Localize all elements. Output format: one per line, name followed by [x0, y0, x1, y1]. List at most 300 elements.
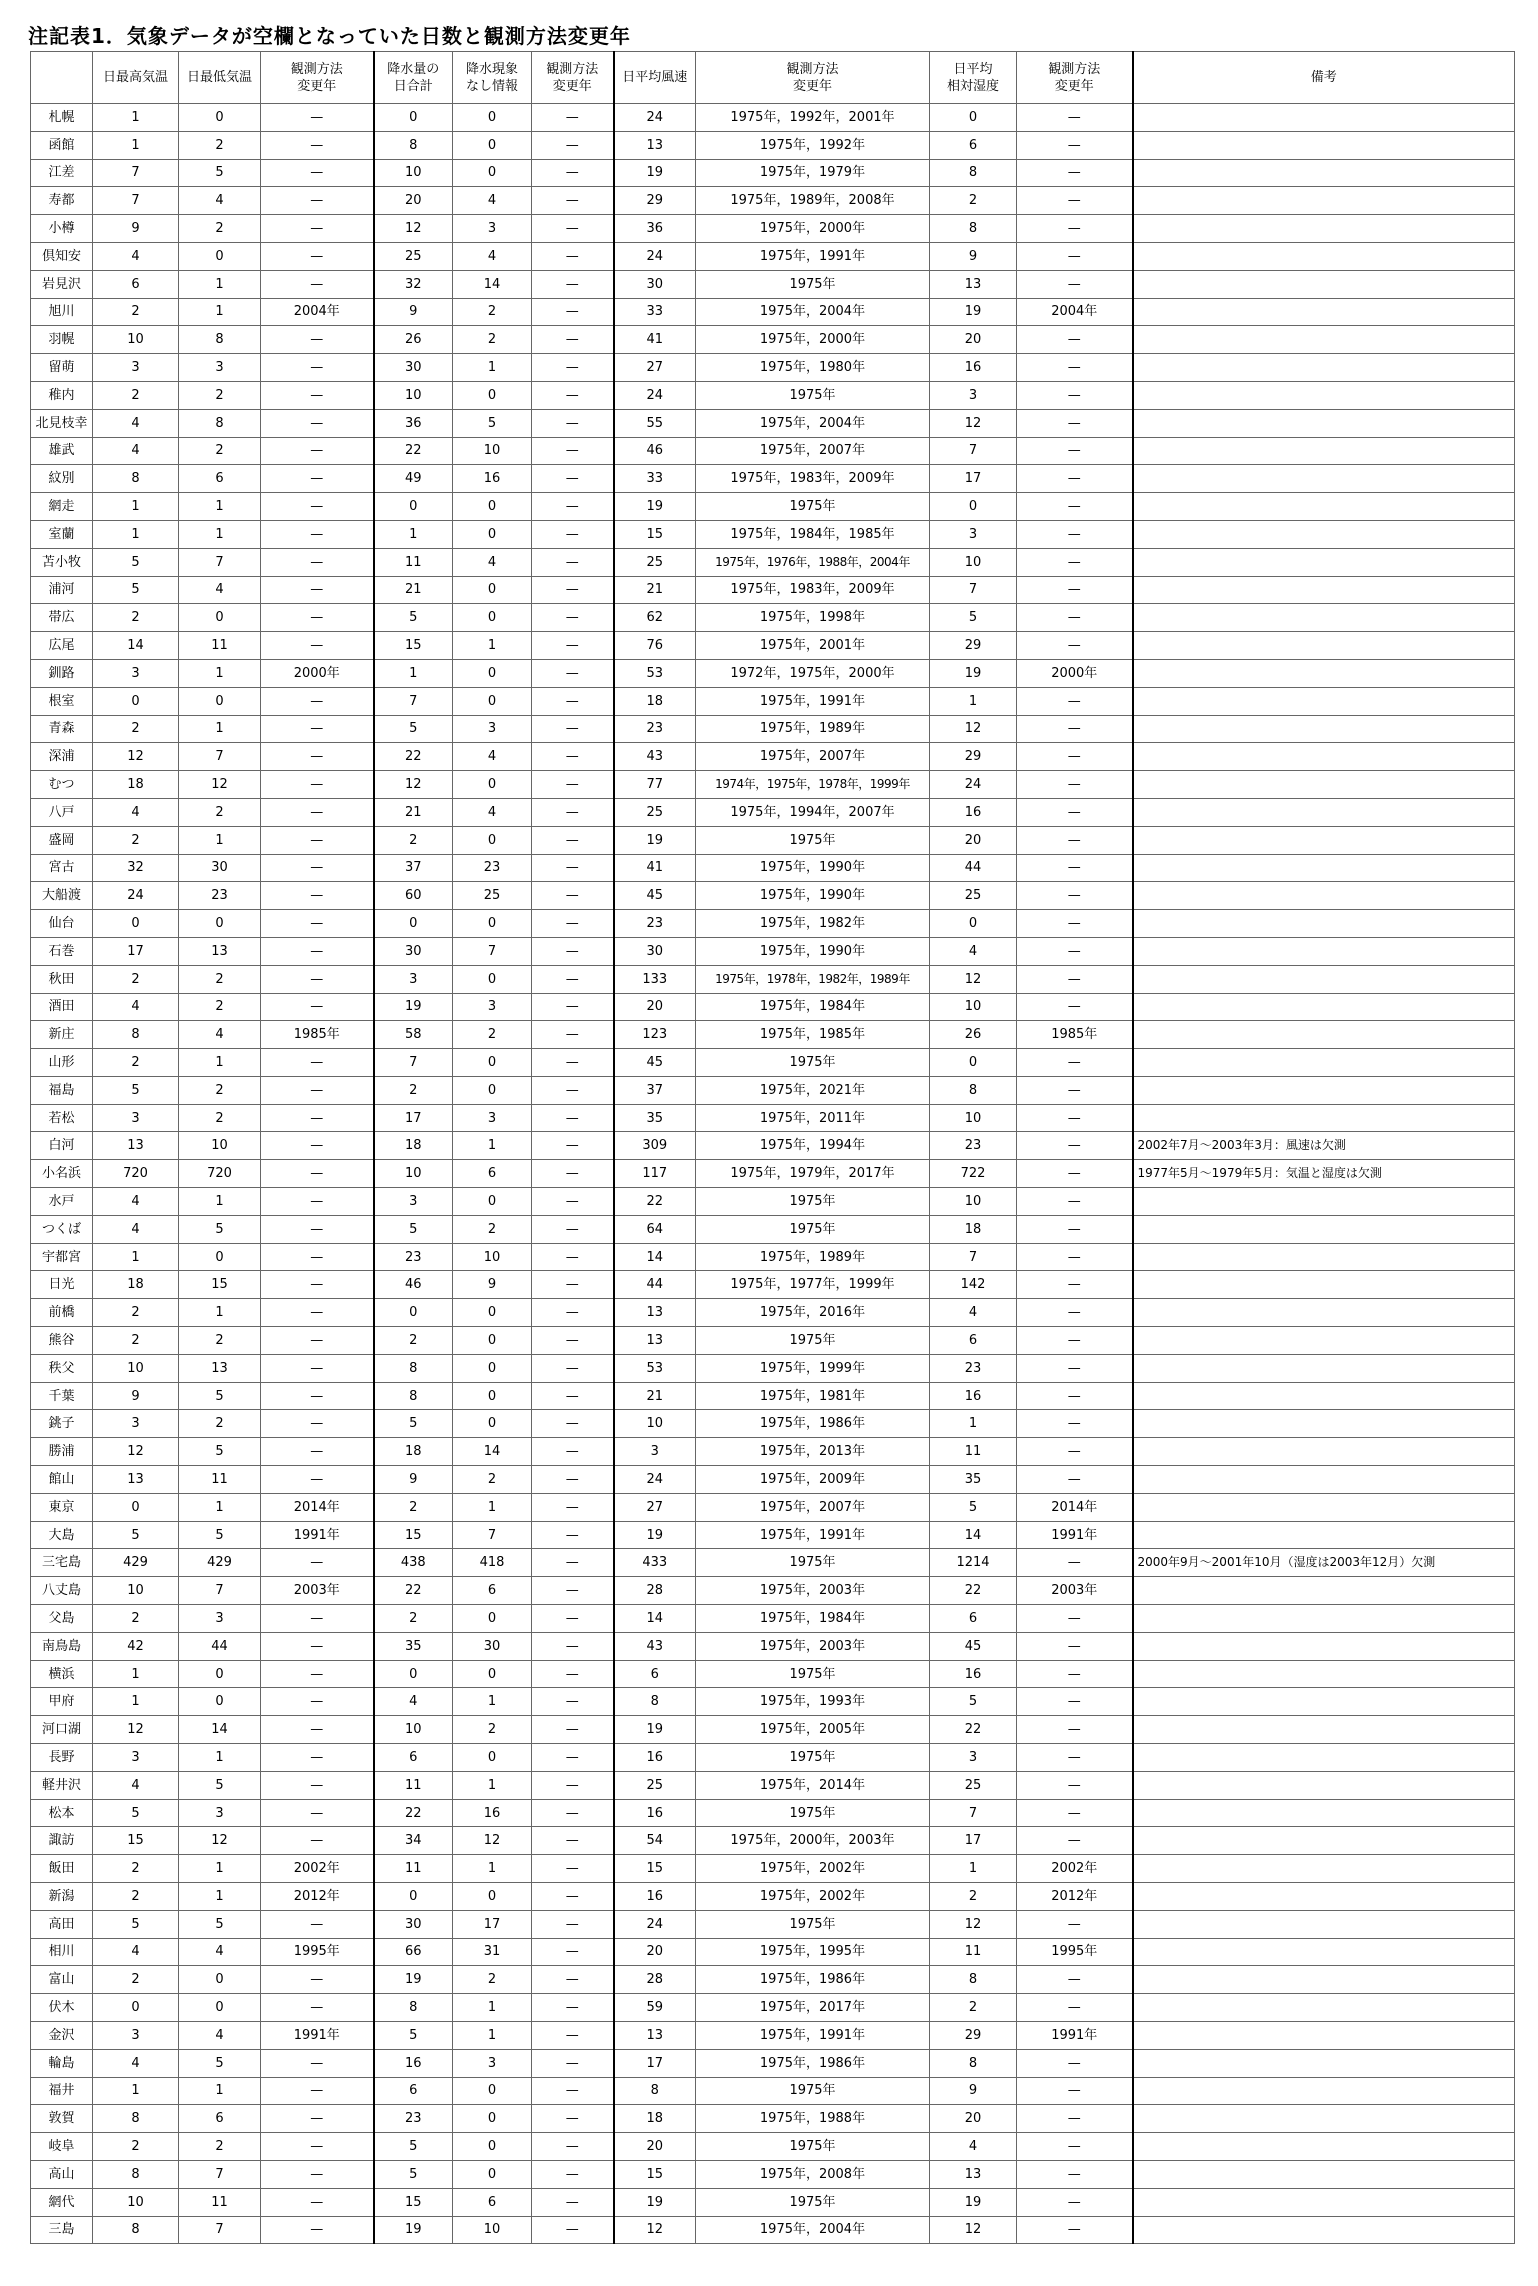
- cell-no-precip-info: 5: [453, 409, 532, 437]
- cell-precip-total: 2: [374, 1605, 453, 1633]
- cell-no-precip-info: 0: [453, 2077, 532, 2105]
- cell-precip-method-year: —: [532, 965, 614, 993]
- cell-max-temp: 0: [93, 1994, 179, 2022]
- table-row: [31, 659, 1515, 687]
- cell-min-temp: 6: [179, 465, 261, 493]
- cell-wind-speed: 46: [614, 437, 696, 465]
- cell-precip-total: 438: [374, 1549, 453, 1577]
- cell-station: 旭川: [31, 298, 93, 326]
- cell-wind-speed: 13: [614, 2021, 696, 2049]
- cell-humidity: 25: [930, 1771, 1017, 1799]
- cell-wind-speed: 64: [614, 1215, 696, 1243]
- cell-precip-total: 30: [374, 1910, 453, 1938]
- cell-humidity-method-year: —: [1017, 1632, 1133, 1660]
- cell-precip-method-year: —: [532, 520, 614, 548]
- cell-precip-total: 7: [374, 1049, 453, 1077]
- cell-station: 倶知安: [31, 242, 93, 270]
- cell-remarks: [1133, 437, 1515, 465]
- header-remarks: 備考: [1133, 52, 1515, 104]
- cell-precip-total: 8: [374, 1994, 453, 2022]
- cell-max-temp: 2: [93, 1299, 179, 1327]
- table-row: [31, 965, 1515, 993]
- cell-temp-method-year: —: [261, 465, 374, 493]
- cell-station: 根室: [31, 687, 93, 715]
- cell-wind-speed: 133: [614, 965, 696, 993]
- cell-remarks: [1133, 1466, 1515, 1494]
- cell-max-temp: 1: [93, 2077, 179, 2105]
- cell-remarks: [1133, 826, 1515, 854]
- cell-no-precip-info: 16: [453, 1799, 532, 1827]
- cell-min-temp: 0: [179, 1688, 261, 1716]
- cell-temp-method-year: —: [261, 1354, 374, 1382]
- cell-remarks: [1133, 465, 1515, 493]
- table-row: [31, 2133, 1515, 2161]
- table-row: [31, 1466, 1515, 1494]
- cell-temp-method-year: —: [261, 826, 374, 854]
- cell-humidity-method-year: —: [1017, 687, 1133, 715]
- cell-max-temp: 720: [93, 1160, 179, 1188]
- cell-min-temp: 0: [179, 104, 261, 132]
- cell-temp-method-year: —: [261, 1466, 374, 1494]
- cell-min-temp: 8: [179, 326, 261, 354]
- cell-humidity-method-year: —: [1017, 2133, 1133, 2161]
- cell-precip-total: 58: [374, 1021, 453, 1049]
- cell-wind-speed: 23: [614, 910, 696, 938]
- cell-precip-method-year: —: [532, 2160, 614, 2188]
- cell-wind-method-year: 1975年: [696, 381, 930, 409]
- cell-precip-total: 21: [374, 576, 453, 604]
- cell-humidity-method-year: —: [1017, 965, 1133, 993]
- cell-no-precip-info: 17: [453, 1910, 532, 1938]
- cell-temp-method-year: —: [261, 910, 374, 938]
- cell-wind-speed: 309: [614, 1132, 696, 1160]
- cell-humidity-method-year: 1985年: [1017, 1021, 1133, 1049]
- cell-precip-method-year: —: [532, 2049, 614, 2077]
- cell-wind-speed: 16: [614, 1744, 696, 1772]
- cell-wind-speed: 43: [614, 743, 696, 771]
- cell-precip-total: 22: [374, 1799, 453, 1827]
- cell-precip-method-year: —: [532, 131, 614, 159]
- cell-precip-method-year: —: [532, 2216, 614, 2244]
- cell-remarks: [1133, 576, 1515, 604]
- cell-temp-method-year: 1991年: [261, 1521, 374, 1549]
- cell-no-precip-info: 1: [453, 1771, 532, 1799]
- cell-humidity: 7: [930, 1243, 1017, 1271]
- table-row: [31, 798, 1515, 826]
- cell-precip-total: 6: [374, 2077, 453, 2105]
- cell-precip-method-year: —: [532, 826, 614, 854]
- table-row: [31, 687, 1515, 715]
- cell-temp-method-year: —: [261, 104, 374, 132]
- cell-precip-total: 20: [374, 187, 453, 215]
- cell-max-temp: 3: [93, 1104, 179, 1132]
- cell-precip-method-year: —: [532, 771, 614, 799]
- cell-precip-total: 34: [374, 1827, 453, 1855]
- cell-max-temp: 42: [93, 1632, 179, 1660]
- cell-temp-method-year: —: [261, 1605, 374, 1633]
- cell-no-precip-info: 6: [453, 1160, 532, 1188]
- cell-wind-speed: 16: [614, 1799, 696, 1827]
- cell-wind-method-year: 1975年: [696, 1910, 930, 1938]
- cell-remarks: [1133, 2105, 1515, 2133]
- cell-temp-method-year: —: [261, 1382, 374, 1410]
- cell-humidity-method-year: —: [1017, 437, 1133, 465]
- cell-station: 宮古: [31, 854, 93, 882]
- cell-remarks: [1133, 632, 1515, 660]
- cell-station: 八丈島: [31, 1577, 93, 1605]
- cell-max-temp: 8: [93, 1021, 179, 1049]
- cell-humidity-method-year: 2012年: [1017, 1883, 1133, 1911]
- table-row: [31, 548, 1515, 576]
- cell-min-temp: 12: [179, 771, 261, 799]
- cell-temp-method-year: —: [261, 687, 374, 715]
- table-row: [31, 409, 1515, 437]
- cell-remarks: [1133, 854, 1515, 882]
- cell-wind-speed: 19: [614, 493, 696, 521]
- cell-temp-method-year: —: [261, 520, 374, 548]
- cell-max-temp: 1: [93, 520, 179, 548]
- cell-humidity: 17: [930, 465, 1017, 493]
- cell-humidity: 16: [930, 354, 1017, 382]
- cell-humidity-method-year: —: [1017, 1299, 1133, 1327]
- cell-humidity: 0: [930, 1049, 1017, 1077]
- cell-temp-method-year: —: [261, 1243, 374, 1271]
- cell-min-temp: 2: [179, 381, 261, 409]
- cell-precip-total: 11: [374, 1771, 453, 1799]
- cell-wind-speed: 10: [614, 1410, 696, 1438]
- cell-no-precip-info: 0: [453, 1354, 532, 1382]
- cell-no-precip-info: 0: [453, 2105, 532, 2133]
- cell-temp-method-year: —: [261, 1966, 374, 1994]
- cell-wind-method-year: 1975年，2011年: [696, 1104, 930, 1132]
- cell-wind-method-year: 1975年，1990年: [696, 882, 930, 910]
- cell-min-temp: 23: [179, 882, 261, 910]
- cell-wind-speed: 12: [614, 2216, 696, 2244]
- cell-remarks: [1133, 1855, 1515, 1883]
- cell-wind-method-year: 1975年，1984年，1985年: [696, 520, 930, 548]
- cell-remarks: 2002年7月～2003年3月：風速は欠測: [1133, 1132, 1515, 1160]
- table-body: [31, 104, 1515, 2244]
- cell-wind-speed: 21: [614, 1382, 696, 1410]
- cell-no-precip-info: 0: [453, 576, 532, 604]
- cell-wind-method-year: 1975年，2014年: [696, 1771, 930, 1799]
- cell-max-temp: 5: [93, 576, 179, 604]
- table-row: [31, 1493, 1515, 1521]
- table-row: [31, 1354, 1515, 1382]
- cell-no-precip-info: 14: [453, 1438, 532, 1466]
- cell-humidity: 1: [930, 1410, 1017, 1438]
- cell-remarks: [1133, 604, 1515, 632]
- cell-no-precip-info: 2: [453, 1716, 532, 1744]
- cell-remarks: [1133, 104, 1515, 132]
- table-row: [31, 1632, 1515, 1660]
- cell-humidity-method-year: —: [1017, 743, 1133, 771]
- cell-humidity: 14: [930, 1521, 1017, 1549]
- cell-wind-speed: 3: [614, 1438, 696, 1466]
- cell-temp-method-year: —: [261, 1327, 374, 1355]
- table-row: [31, 2077, 1515, 2105]
- cell-station: 函館: [31, 131, 93, 159]
- cell-wind-method-year: 1975年，1986年: [696, 1410, 930, 1438]
- cell-humidity-method-year: 2002年: [1017, 1855, 1133, 1883]
- cell-humidity-method-year: —: [1017, 2049, 1133, 2077]
- cell-min-temp: 0: [179, 242, 261, 270]
- cell-humidity-method-year: —: [1017, 1327, 1133, 1355]
- cell-station: 河口湖: [31, 1716, 93, 1744]
- cell-wind-method-year: 1975年: [696, 1744, 930, 1772]
- cell-wind-speed: 53: [614, 1354, 696, 1382]
- cell-temp-method-year: —: [261, 1744, 374, 1772]
- cell-min-temp: 1: [179, 520, 261, 548]
- cell-wind-method-year: 1975年: [696, 1799, 930, 1827]
- table-row: [31, 1799, 1515, 1827]
- cell-wind-method-year: 1975年，1994年: [696, 1132, 930, 1160]
- cell-humidity: 3: [930, 1744, 1017, 1772]
- cell-temp-method-year: —: [261, 548, 374, 576]
- table-row: [31, 465, 1515, 493]
- table-row: [31, 854, 1515, 882]
- cell-max-temp: 2: [93, 715, 179, 743]
- cell-humidity-method-year: —: [1017, 910, 1133, 938]
- cell-no-precip-info: 6: [453, 1577, 532, 1605]
- cell-max-temp: 1: [93, 131, 179, 159]
- cell-humidity-method-year: —: [1017, 354, 1133, 382]
- cell-precip-method-year: —: [532, 1271, 614, 1299]
- cell-no-precip-info: 16: [453, 465, 532, 493]
- cell-station: 紋別: [31, 465, 93, 493]
- cell-remarks: [1133, 2188, 1515, 2216]
- cell-min-temp: 7: [179, 1577, 261, 1605]
- cell-wind-speed: 76: [614, 632, 696, 660]
- cell-max-temp: 1: [93, 104, 179, 132]
- cell-station: 室蘭: [31, 520, 93, 548]
- cell-min-temp: 7: [179, 548, 261, 576]
- cell-temp-method-year: —: [261, 1160, 374, 1188]
- cell-humidity: 0: [930, 104, 1017, 132]
- cell-remarks: [1133, 1994, 1515, 2022]
- cell-min-temp: 5: [179, 1771, 261, 1799]
- cell-humidity: 9: [930, 2077, 1017, 2105]
- cell-humidity: 10: [930, 993, 1017, 1021]
- cell-remarks: [1133, 659, 1515, 687]
- cell-precip-method-year: —: [532, 2077, 614, 2105]
- cell-max-temp: 13: [93, 1132, 179, 1160]
- cell-min-temp: 11: [179, 632, 261, 660]
- cell-temp-method-year: —: [261, 187, 374, 215]
- cell-wind-speed: 24: [614, 381, 696, 409]
- cell-max-temp: 7: [93, 159, 179, 187]
- cell-station: 小樽: [31, 215, 93, 243]
- table-row: [31, 215, 1515, 243]
- cell-remarks: [1133, 1632, 1515, 1660]
- cell-precip-method-year: —: [532, 493, 614, 521]
- cell-precip-total: 9: [374, 1466, 453, 1494]
- cell-wind-speed: 37: [614, 1076, 696, 1104]
- cell-wind-speed: 35: [614, 1104, 696, 1132]
- cell-humidity-method-year: —: [1017, 854, 1133, 882]
- cell-min-temp: 0: [179, 1660, 261, 1688]
- cell-wind-method-year: 1975年，1989年: [696, 715, 930, 743]
- table-row: [31, 1688, 1515, 1716]
- cell-humidity: 3: [930, 520, 1017, 548]
- cell-no-precip-info: 2: [453, 298, 532, 326]
- cell-precip-total: 8: [374, 1382, 453, 1410]
- cell-temp-method-year: —: [261, 1188, 374, 1216]
- cell-wind-method-year: 1975年: [696, 2077, 930, 2105]
- cell-wind-method-year: 1975年，2003年: [696, 1577, 930, 1605]
- cell-no-precip-info: 3: [453, 215, 532, 243]
- cell-station: 秩父: [31, 1354, 93, 1382]
- cell-wind-method-year: 1975年，2000年: [696, 326, 930, 354]
- cell-wind-speed: 54: [614, 1827, 696, 1855]
- cell-station: 日光: [31, 1271, 93, 1299]
- cell-precip-total: 66: [374, 1938, 453, 1966]
- cell-max-temp: 10: [93, 2188, 179, 2216]
- cell-wind-speed: 62: [614, 604, 696, 632]
- table-row: [31, 1104, 1515, 1132]
- cell-wind-method-year: 1975年: [696, 1049, 930, 1077]
- table-row: [31, 1160, 1515, 1188]
- cell-no-precip-info: 7: [453, 1521, 532, 1549]
- cell-max-temp: 2: [93, 1605, 179, 1633]
- cell-remarks: [1133, 1688, 1515, 1716]
- cell-remarks: [1133, 354, 1515, 382]
- table-row: [31, 1215, 1515, 1243]
- cell-humidity: 0: [930, 910, 1017, 938]
- cell-min-temp: 5: [179, 1438, 261, 1466]
- cell-wind-method-year: 1975年，2007年: [696, 437, 930, 465]
- cell-humidity-method-year: —: [1017, 1910, 1133, 1938]
- cell-humidity: 8: [930, 2049, 1017, 2077]
- cell-humidity: 10: [930, 1104, 1017, 1132]
- cell-precip-method-year: —: [532, 215, 614, 243]
- cell-wind-method-year: 1975年，2002年: [696, 1855, 930, 1883]
- cell-temp-method-year: —: [261, 159, 374, 187]
- cell-precip-total: 0: [374, 493, 453, 521]
- cell-max-temp: 2: [93, 1049, 179, 1077]
- cell-humidity-method-year: 2000年: [1017, 659, 1133, 687]
- cell-humidity-method-year: —: [1017, 1076, 1133, 1104]
- cell-humidity: 20: [930, 2105, 1017, 2133]
- cell-precip-method-year: —: [532, 854, 614, 882]
- cell-temp-method-year: —: [261, 604, 374, 632]
- header-no-precip-info: 降水現象 なし情報: [453, 52, 532, 104]
- cell-wind-speed: 14: [614, 1605, 696, 1633]
- cell-max-temp: 5: [93, 1076, 179, 1104]
- table-row: [31, 2188, 1515, 2216]
- cell-station: 盛岡: [31, 826, 93, 854]
- cell-wind-method-year: 1975年，2002年: [696, 1883, 930, 1911]
- cell-humidity-method-year: —: [1017, 1744, 1133, 1772]
- cell-humidity: 11: [930, 1938, 1017, 1966]
- cell-station: 前橋: [31, 1299, 93, 1327]
- cell-station: 大島: [31, 1521, 93, 1549]
- cell-remarks: [1133, 298, 1515, 326]
- cell-humidity-method-year: —: [1017, 2105, 1133, 2133]
- cell-wind-speed: 19: [614, 159, 696, 187]
- cell-station: 山形: [31, 1049, 93, 1077]
- cell-min-temp: 720: [179, 1160, 261, 1188]
- cell-remarks: [1133, 187, 1515, 215]
- cell-temp-method-year: —: [261, 1827, 374, 1855]
- cell-temp-method-year: 1985年: [261, 1021, 374, 1049]
- cell-no-precip-info: 0: [453, 1382, 532, 1410]
- cell-wind-speed: 59: [614, 1994, 696, 2022]
- cell-station: 飯田: [31, 1855, 93, 1883]
- cell-temp-method-year: 1995年: [261, 1938, 374, 1966]
- cell-wind-method-year: 1975年，1984年: [696, 1605, 930, 1633]
- cell-precip-method-year: —: [532, 326, 614, 354]
- cell-wind-speed: 19: [614, 1716, 696, 1744]
- cell-no-precip-info: 0: [453, 1410, 532, 1438]
- cell-precip-total: 16: [374, 2049, 453, 2077]
- cell-wind-method-year: 1975年，1986年: [696, 1966, 930, 1994]
- cell-max-temp: 5: [93, 1521, 179, 1549]
- cell-precip-total: 36: [374, 409, 453, 437]
- cell-station: 父島: [31, 1605, 93, 1633]
- cell-remarks: [1133, 242, 1515, 270]
- cell-humidity: 44: [930, 854, 1017, 882]
- cell-min-temp: 5: [179, 1521, 261, 1549]
- cell-remarks: [1133, 2049, 1515, 2077]
- table-row: [31, 381, 1515, 409]
- header-precip-total: 降水量の 日合計: [374, 52, 453, 104]
- cell-min-temp: 1: [179, 1493, 261, 1521]
- cell-humidity-method-year: —: [1017, 798, 1133, 826]
- cell-wind-method-year: 1975年，2017年: [696, 1994, 930, 2022]
- cell-temp-method-year: —: [261, 270, 374, 298]
- cell-precip-method-year: —: [532, 1577, 614, 1605]
- cell-min-temp: 429: [179, 1549, 261, 1577]
- cell-precip-total: 22: [374, 1577, 453, 1605]
- cell-wind-method-year: 1975年，2021年: [696, 1076, 930, 1104]
- cell-remarks: [1133, 1410, 1515, 1438]
- cell-station: 白河: [31, 1132, 93, 1160]
- cell-humidity-method-year: —: [1017, 2188, 1133, 2216]
- cell-remarks: [1133, 743, 1515, 771]
- cell-wind-speed: 29: [614, 187, 696, 215]
- cell-station: 新潟: [31, 1883, 93, 1911]
- cell-humidity: 13: [930, 2160, 1017, 2188]
- cell-max-temp: 12: [93, 1438, 179, 1466]
- cell-precip-method-year: —: [532, 1632, 614, 1660]
- cell-min-temp: 3: [179, 1605, 261, 1633]
- cell-station: 深浦: [31, 743, 93, 771]
- header-station: [31, 52, 93, 104]
- cell-wind-method-year: 1975年: [696, 826, 930, 854]
- cell-wind-speed: 6: [614, 1660, 696, 1688]
- cell-min-temp: 5: [179, 1215, 261, 1243]
- table-row: [31, 1966, 1515, 1994]
- cell-min-temp: 1: [179, 1188, 261, 1216]
- cell-wind-method-year: 1975年，2001年: [696, 632, 930, 660]
- cell-humidity: 5: [930, 1688, 1017, 1716]
- cell-precip-total: 3: [374, 1188, 453, 1216]
- cell-precip-method-year: —: [532, 242, 614, 270]
- cell-precip-method-year: —: [532, 2188, 614, 2216]
- cell-no-precip-info: 0: [453, 1744, 532, 1772]
- table-row: [31, 1049, 1515, 1077]
- cell-humidity-method-year: —: [1017, 576, 1133, 604]
- table-row: [31, 1771, 1515, 1799]
- cell-precip-total: 2: [374, 1493, 453, 1521]
- cell-station: 秋田: [31, 965, 93, 993]
- cell-precip-method-year: —: [532, 2105, 614, 2133]
- cell-no-precip-info: 0: [453, 771, 532, 799]
- cell-min-temp: 2: [179, 131, 261, 159]
- cell-precip-total: 5: [374, 2021, 453, 2049]
- cell-humidity: 12: [930, 965, 1017, 993]
